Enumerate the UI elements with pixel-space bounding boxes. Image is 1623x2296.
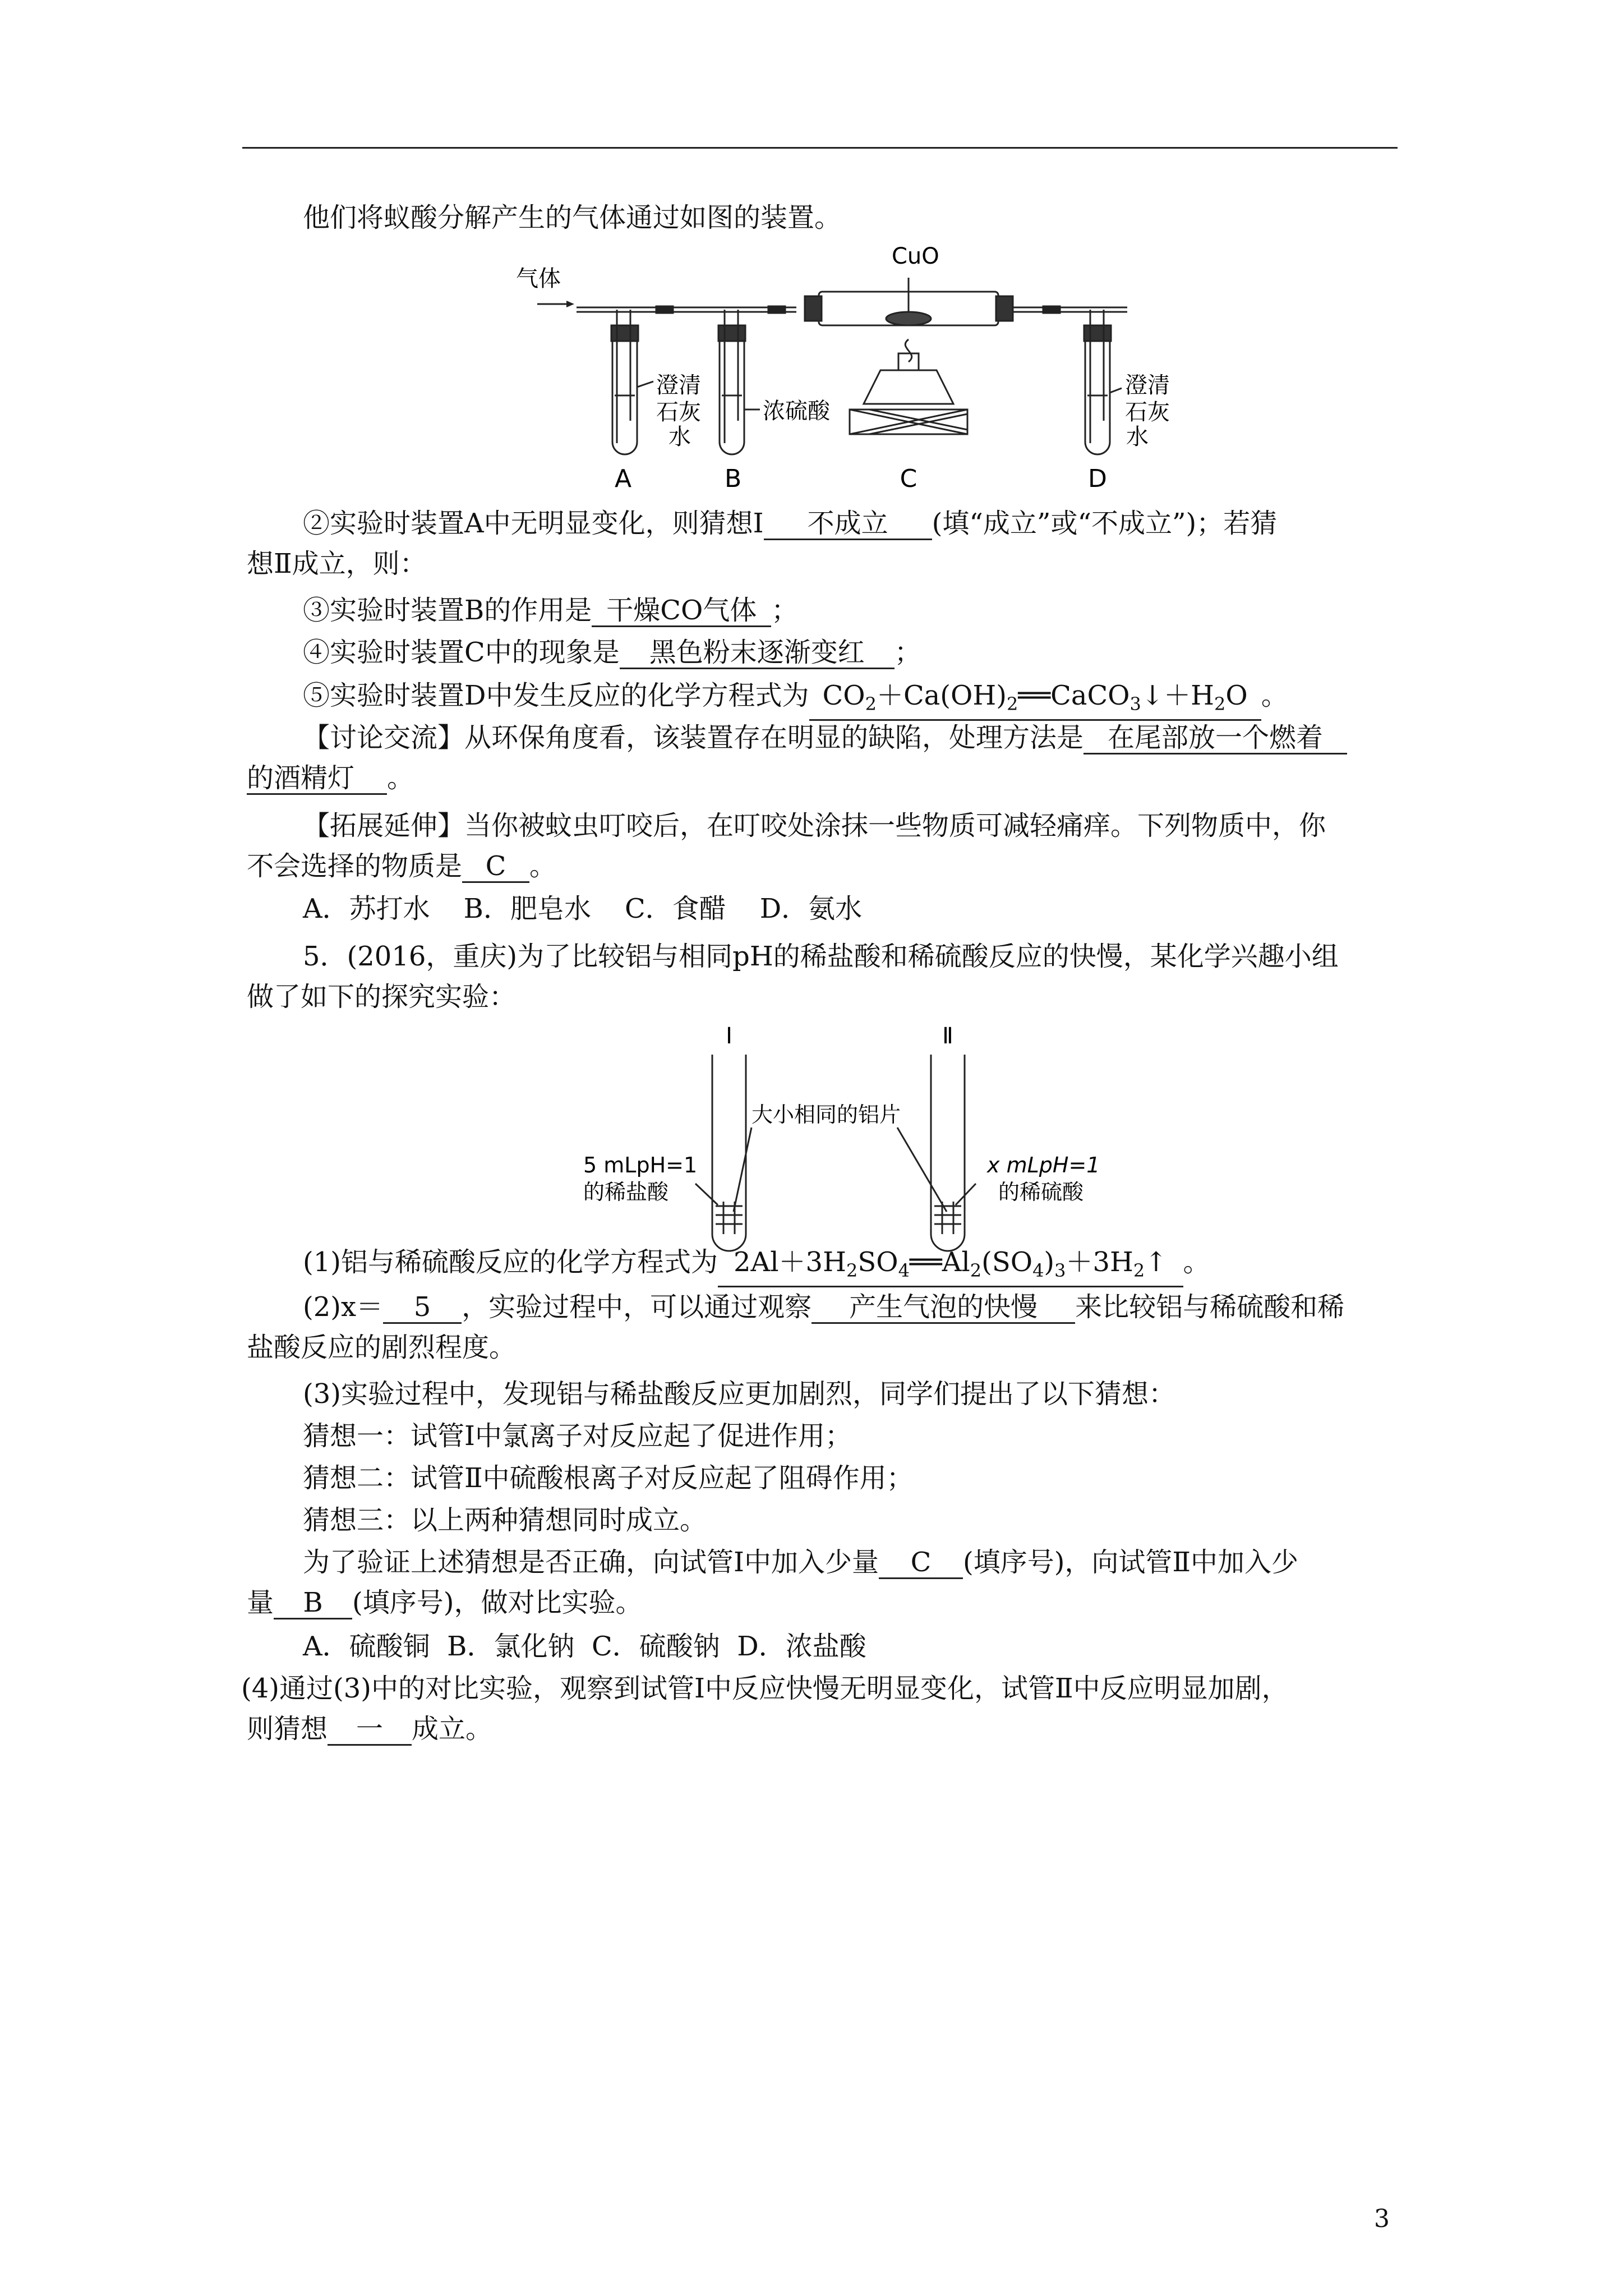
equation-blank: $CO_2+Ca(OH)_2══CaCO_3↓+H_2O$	[809, 680, 1261, 721]
answer-blank: 的酒精灯	[247, 763, 387, 795]
discuss-line1: 【讨论交流】从环保角度看，该装置存在明显的缺陷，处理方法是 在尾部放一个燃着	[303, 721, 1347, 754]
header-rule	[242, 147, 1398, 149]
s1-line: (1)铝与稀硫酸反应的化学方程式为 $2Al+3H_2SO_4══Al_2(SO_4)_3+3H_2↑$ 。	[303, 1245, 1210, 1287]
label-d: D	[1088, 464, 1107, 493]
extend-line2: 不会选择的物质是 C 。	[247, 850, 557, 882]
s4-line2: 则猜想 一 成立。	[247, 1713, 493, 1745]
s4-line1: (4)通过(3)中的对比实验，观察到试管Ⅰ中反应快慢无明显变化，试管Ⅱ中反应明显加剧，	[241, 1673, 1289, 1704]
s2-line1: (2)x＝ 5 ，实验过程中，可以通过观察 产生气泡的快慢 来比较铝与稀硫酸和稀	[303, 1291, 1345, 1323]
lime-label-a-3: 水	[668, 424, 691, 450]
lime-label-d-1: 澄清	[1125, 372, 1170, 398]
aluminum-label: 大小相同的铝片	[751, 1102, 901, 1127]
s3-line1: (3)实验过程中，发现铝与稀盐酸反应更加剧烈，同学们提出了以下猜想：	[303, 1378, 1175, 1410]
cuo-label: CuO	[892, 243, 939, 269]
q5-title-line2: 做了如下的探究实验：	[247, 981, 517, 1013]
q5-title-line1: 5．(2016，重庆)为了比较铝与相同pH的稀盐酸和稀硫酸反应的快慢，某化学兴趣小组	[303, 941, 1339, 972]
answer-blank: 干燥CO气体	[592, 595, 771, 627]
right-label-1: x mLpH=1	[987, 1153, 1100, 1177]
answer-blank: 不成立	[764, 508, 932, 540]
intro-text: 他们将蚁酸分解产生的气体通过如图的装置。	[303, 202, 842, 233]
verify-line2: 量 B (填序号)，做对比实验。	[247, 1587, 643, 1618]
apparatus-figure	[505, 241, 1170, 499]
answer-blank: 产生气泡的快慢	[811, 1292, 1075, 1324]
q2-line2: 想Ⅱ成立，则：	[247, 548, 427, 579]
q4-line: ④实验时装置C中的现象是 黑色粉末逐渐变红 ；	[303, 637, 921, 668]
guess-2: 猜想二：试管Ⅱ中硫酸根离子对反应起了阻碍作用；	[303, 1462, 914, 1494]
options-line1: A．苏打水 B．肥皂水 C．食醋 D．氨水	[303, 893, 863, 924]
label-a: A	[615, 464, 632, 493]
right-label-2: 的稀硫酸	[998, 1180, 1084, 1204]
lime-label-a-1: 澄清	[656, 372, 701, 398]
lime-label-d-3: 水	[1126, 424, 1149, 450]
label-c: C	[900, 464, 917, 493]
s2-line2: 盐酸反应的剧烈程度。	[247, 1332, 517, 1363]
extend-line1: 【拓展延伸】当你被蚊虫叮咬后，在叮咬处涂抹一些物质可减轻痛痒。下列物质中，你	[303, 810, 1326, 841]
left-label-1: 5 mLpH=1	[583, 1153, 698, 1177]
lime-label-a-2: 石灰	[656, 399, 701, 425]
gas-label: 气体	[516, 266, 561, 292]
answer-blank: B	[274, 1588, 352, 1619]
discuss-line2: 的酒精灯 。	[247, 762, 414, 794]
equation-blank: $2Al+3H_2SO_4══Al_2(SO_4)_3+3H_2↑$	[718, 1247, 1183, 1287]
options-line2: A．硫酸铜 B．氯化钠 C．硫酸钠 D．浓盐酸	[303, 1631, 866, 1662]
answer-blank: 在尾部放一个燃着	[1083, 723, 1347, 754]
answer-blank: 一	[328, 1714, 412, 1746]
lime-label-d-2: 石灰	[1125, 399, 1170, 425]
q5-line: ⑤实验时装置D中发生反应的化学方程式为 $CO_2+Ca(OH)_2══CaCO_3↓+H_2O$ 。	[303, 679, 1288, 721]
answer-blank: C	[879, 1547, 963, 1579]
acid-label: 浓硫酸	[763, 398, 830, 424]
guess-3: 猜想三：以上两种猜想同时成立。	[303, 1504, 707, 1536]
q3-line: ③实验时装置B的作用是 干燥CO气体 ；	[303, 595, 799, 626]
q2-line1: ②实验时装置A中无明显变化，则猜想Ⅰ 不成立 (填“成立”或“不成立”)；若猜	[303, 508, 1278, 539]
answer-blank: 黑色粉末逐渐变红	[620, 637, 895, 669]
page-number: 3	[1374, 2205, 1390, 2233]
verify-line1: 为了验证上述猜想是否正确，向试管Ⅰ中加入少量 C (填序号)，向试管Ⅱ中加入少	[303, 1547, 1299, 1578]
left-label-2: 的稀盐酸	[583, 1180, 669, 1204]
tube-2-label: Ⅱ	[942, 1023, 953, 1049]
label-b: B	[725, 464, 742, 493]
test-tube-figure	[583, 1021, 1133, 1268]
answer-blank: C	[462, 851, 529, 883]
tube-1-label: Ⅰ	[726, 1023, 732, 1049]
guess-1: 猜想一：试管Ⅰ中氯离子对反应起了促进作用；	[303, 1420, 852, 1452]
answer-blank: 5	[383, 1292, 462, 1324]
